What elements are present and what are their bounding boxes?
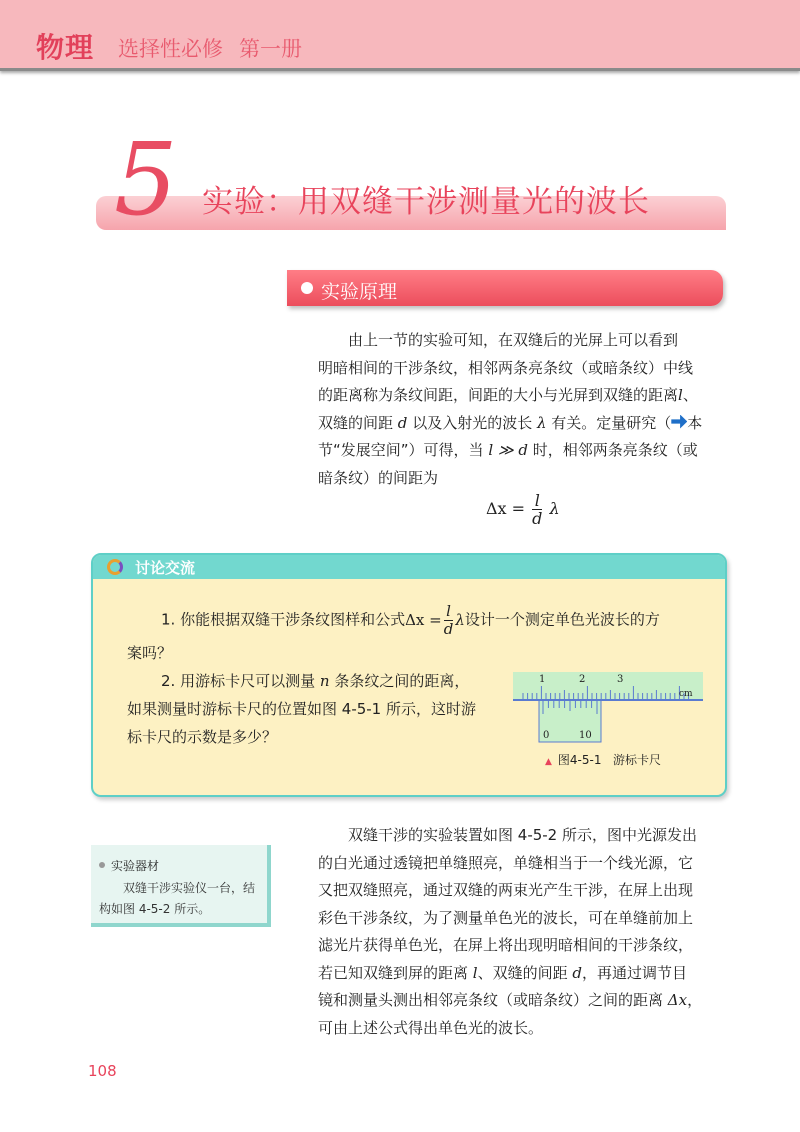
book-title: 选择性必修 第一册 [118,37,302,61]
question-1-cont: 案吗？ [127,644,173,662]
text-line: 暗条纹）的间距为 [318,468,439,487]
main-scale-label: 1 [539,674,546,685]
chapter-number: 5 [114,121,178,238]
text-line: 滤光片获得单色光，在屏上将出现明暗相间的干涉条纹， [318,936,694,954]
main-scale-label: 3 [617,674,624,685]
arrow-icon [671,415,687,429]
discussion-box [91,553,727,797]
triangle-icon: ▲ [545,757,552,767]
subject-title: 物理 [36,31,95,64]
equipment-sidebox [91,845,271,927]
text-line: 明暗相间的干涉条纹，相邻两条亮条纹（或暗条纹）中线 [318,358,694,377]
main-scale-label: 2 [579,674,586,685]
apparatus-paragraph [318,822,728,1042]
vernier-scale-label: 0 [543,730,550,741]
discussion-header [93,555,725,579]
question-1: 1. 你能根据双缝干涉条纹图样和公式Δx = $\frac{l}{d}$ λ设计一个测定单色光波长的方 [161,602,660,638]
fringe-spacing-formula: Δx = $\frac{l}{d}$ λ [486,491,560,528]
unit-label: cm [679,689,693,699]
text-line: 若已知双缝到屏的距离 l、双缝的间距 d，再通过调节目 [318,963,688,982]
text-line: 由上一节的实验可知，在双缝后的光屏上可以看到 [348,331,679,349]
question-2: 2. 用游标卡尺可以测量 n 条条纹之间的距离， 如果测量时游标卡尺的位置如图 4-5-1 所示，这时游 标卡尺的示数是多少？ [127,672,476,746]
section-heading [287,270,723,306]
discussion-title: 讨论交流 [135,559,196,577]
text-line: 节“发展空间”）可得，当 l ≫ d 时，相邻两条亮条纹（或 [318,441,698,459]
bullet-icon [301,282,313,294]
vernier-scale-label: 10 [579,730,592,741]
text-line: 的白光通过透镜把单缝照亮，单缝相当于一个线光源，它 [318,853,694,872]
figure-caption: ▲ 图4-5-1 游标卡尺 [545,753,661,767]
text-line: 又把双缝照亮，通过双缝的两束光产生干涉，在屏上出现 [318,881,694,899]
text-line: 双缝干涉的实验装置如图 4-5-2 所示，图中光源发出 [348,826,697,844]
equipment-text: 双缝干涉实验仪一台，结构如图 4-5-2 所示。 [99,881,256,916]
text-line: 彩色干涉条纹，为了测量单色光的波长，可在单缝前加上 [318,908,694,927]
equipment-title: 实验器材 [99,857,159,874]
principle-paragraph [318,327,726,492]
section-title: 实验原理 [321,281,398,303]
volume-label: 第一册 [239,37,302,61]
text-line: 双缝的间距 d 以及入射光的波长 λ 有关。定量研究（ 本 [318,413,703,432]
text-line: 可由上述公式得出单色光的波长。 [318,1018,544,1037]
text-line: 镜和测量头测出相邻亮条纹（或暗条纹）之间的距离 Δx， [318,991,703,1009]
chapter-title: 实验：用双缝干涉测量光的波长 [202,184,650,220]
page-header [0,0,800,71]
vernier-caliper-figure [513,672,703,744]
text-line: 的距离称为条纹间距，间距的大小与光屏到双缝的距离l、 [318,386,698,404]
page-number: 108 [88,1062,117,1080]
discussion-icon [107,559,123,575]
